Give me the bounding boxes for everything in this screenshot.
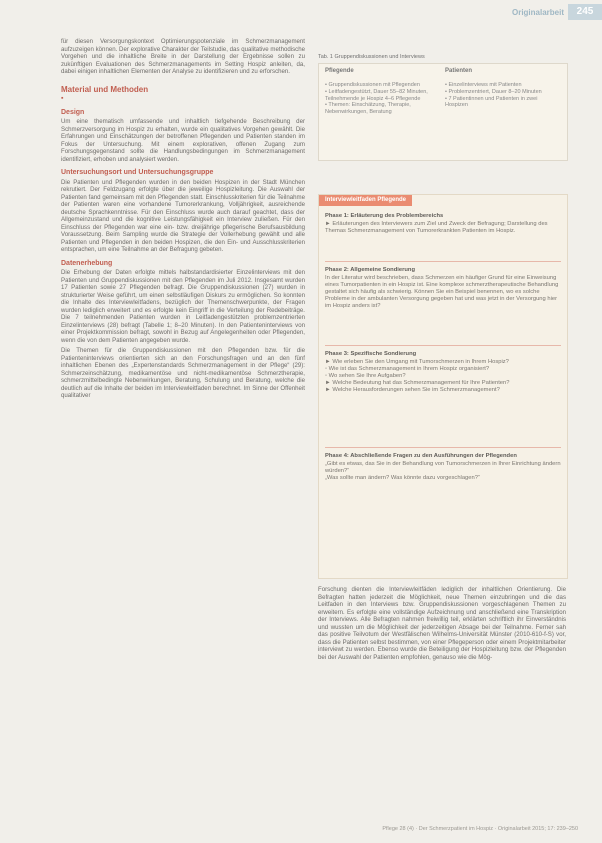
data-collection-paragraph: Die Erhebung der Daten erfolgte mittels halbstandardisierter Einzelinterviews mit den Patienten und Gruppendiskussionen mit den Pflegenden im Juli 2012. Insgesamt wurden 17 Patienten sowie 27 Pflegenden befragt. Die Gruppendiskussionen (27) wurden in strukturierter Weise geführt, um einen selbstläufigen Diskurs zu ermöglichen. So konnten die Inhalte des Interviewleitfadens, bezüglich der Themenschwerpunkte, der Fragen wurden lediglich erweitert und es erfolgte kein Eingriff in die Verteilung der Redebeiträge. Die 7 teilnehmenden Patienten wurden in Leitfadengestützten problemzentrierten Einzelinterviews (28) befragt (Tabelle 1; 8–20 Minuten). In den Patienteninterviews von einer Projektkommission befragt, sowohl in Bezug auf Angelegenheiten oder Pflegenden, wenn die von dem Patienten angegeben wurde.: [61, 269, 305, 344]
guide-phase-3: [325, 351, 561, 395]
phase-2-text: In der Literatur wird beschrieben, dass Schmerzen ein häufiger Grund für eine Einweisung eines Tumorpatienten in ein Hospiz ist. Eine komplexe schmerztherapeutische Behandlung gestaltet sich häufig als schwierig. Können Sie ein Beispiel benennen, wo es solche Probleme in der ambulanten Versorgung gegeben hat und was jetzt in der Versorgung hier im Hospiz anders ist?: [325, 275, 559, 310]
table-1: [318, 63, 568, 161]
data-collection-heading: Datenerhebung: [61, 259, 113, 267]
phase-4-title: Phase 4: Abschließende Fragen zu den Ausführungen der Pflegenden: [325, 453, 517, 459]
table-header-pflegende: Pflegende: [325, 68, 354, 74]
guide-divider: [325, 447, 561, 448]
guide-divider: [325, 345, 561, 346]
design-heading: Design: [61, 108, 85, 116]
table-cell-patienten: • Einzelinterviews mit Patienten • Problemzentriert, Dauer 8–20 Minuten • 7 Patientinnen und Patienten in zwei Hospizen: [445, 82, 542, 109]
phase-1-text: ► Erläuterungen des Interviewers zum Ziel und Zweck der Befragung; Darstellung des Themas Schmerzmanagement von Tumorerkrankten Patienten im Hospiz.: [325, 221, 548, 235]
header-bar: [0, 0, 602, 22]
guide-phase-4: [325, 453, 561, 482]
intro-paragraph: für diesen Versorgungskontext Optimierungspotenziale im Schmerzmanagement aufzuzeigen können. Der explorative Charakter der Teilstudie, das qualitative methodische Vorgehen und die inhaltliche Breite in der Darstellung der Ergebnisse sollen zu zukünftigen Evaluationen des Schmerzmanagements im Setting Hospiz anleiten, da, dabei einigen inhaltlichen Elementen der Analyse zu identifizieren und zu erforschen.: [61, 38, 305, 75]
right-paragraph: Forschung dienten die Interviewleitfäden lediglich der inhaltlichen Orientierung. Die Befragten hatten jederzeit die Möglichkeit, neue Themen einzubringen und die das Leitfaden in den Interviews bzw. Gruppendiskussionen vorgeschlagenen Themen zu erweitern. Es erfolgte eine vollständige Aufzeichnung und anschließend eine Transkription der Interviews. Alle Befragten nahmen freiwillig teil, erklärten schriftlich ihr Einverständnis und wussten um die Möglichkeit der jederzeitigen Absage bei der Teilnahme. Ferner sah das positive Teilvotum der Westfälischen Wilhelms-Universität Münster (2010-610-f-S) vor, dass die Patienten selbst bestimmen, von einer Pflegeperson oder einem Projektmitarbeiter interviewt zu werden. Ebenso wurde die Beteiligung der Hospizleitung bzw. der Pflegenden bei der Auswahl der Patienten empfohlen, genauso wie die Mög-: [318, 586, 566, 661]
phase-3-text: ► Wie erleben Sie den Umgang mit Tumorschmerzen in Ihrem Hospiz? ◦ Wie ist das Schmerzmanagement in Ihrem Hospiz organisiert? ◦ Wo sehen Sie Ihre Aufgaben? ► Welche Bedeutung hat das Schmerzmanagement für Ihre Patienten? ► Welche Herausforderungen sehen Sie im Schmerzmanagement?: [325, 359, 510, 394]
design-paragraph: Um eine thematisch umfassende und inhaltlich tiefgehende Beschreibung der Schmerzversorgung im Hospiz zu erhalten, wurde ein qualitatives Vorgehen gewählt. Die Erfahrungen und Einschätzungen der betroffenen Pflegenden und Patienten standen im Fokus der Untersuchung. Mit einem explorativen, offenen Zugang zum Forschungsgegenstand sollte die Handlungsbedingungen im Schmerzmanagement identifiziert, erhoben und analysiert werden.: [61, 118, 305, 163]
interview-guide-box: [318, 194, 568, 579]
table-header-patienten: Patienten: [445, 68, 473, 74]
guide-phase-2: [325, 267, 561, 311]
phase-4-text: „Gibt es etwas, das Sie in der Behandlung von Tumorschmerzen in Ihrer Einrichtung ändern würden?“ „Was sollte man ändern? Was könnte dazu vorgeschlagen?“: [325, 461, 561, 482]
location-heading: Untersuchungsort und Untersuchungsgruppe: [61, 169, 214, 176]
location-paragraph: Die Patienten und Pflegenden wurden in den beiden Hospizen in der Stadt München rekrutiert. Der Feldzugang erfolgte über die jeweilige Hospizleitung. Die Auswahl der Patienten fand gemeinsam mit den Pflegenden statt. Einschlusskriterien für die Teilnahme der Patienten waren eine vorhandene Tumorerkrankung, Volljährigkeit, ausreichende deutsche Sprachkenntnisse. Für den Einschluss wurde auch darauf geachtet, dass der Allgemeinzustand und die kognitive Leistungsfähigkeit ein Interview zuließen. Für den Einschluss der Pflegenden war eine ein- bzw. dreijährige pflegerische Berufsausbildung Voraussetzung. Beim Sampling wurde die Strategie der Vollerhebung gewählt und alle Patienten und Pflegenden in den beiden Hospizen, die den Ein- und Ausschlusskriterien entsprachen, um eine Teilnahme an der Befragung gebeten.: [61, 178, 305, 253]
phase-3-title: Phase 3: Spezifische Sondierung: [325, 351, 417, 357]
left-column: [61, 38, 305, 403]
phase-1-title: Phase 1: Erläuterung des Problembereichs: [325, 213, 444, 219]
phase-2-title: Phase 2: Allgemeine Sondierung: [325, 267, 415, 273]
guide-divider: [325, 261, 561, 262]
table-title: Tab. 1 Gruppendiskussionen und Interviews: [318, 54, 425, 60]
methods-heading: Material und Methoden: [61, 84, 149, 94]
right-column-text: [318, 586, 566, 664]
page-number: 245: [568, 4, 602, 20]
running-head: Originalarbeit: [511, 8, 564, 17]
topics-paragraph: Die Themen für die Gruppendiskussionen mit den Pflegenden bzw. für die Patienteninterviews orientierten sich an den Forschungsfragen und an den fünf inhaltlichen Ebenen des „Expertenstandards Schmerzmanagement in der Pflege“ (29): Schmerzeinschätzung, medikamentöse und nicht-medikamentöse Schmerztherapie, schmerzmittelbedingte Nebenwirkungen, Beratung, Schulung und Beratung, welche die deutlich auf die Inhalte der beiden im Interviewleitfaden berechnet. Im Sinne der Offenheit qualitativer: [61, 347, 305, 399]
methods-bullet-icon: ▪: [61, 95, 64, 102]
footer-citation: Pflege 28 (4) · Der Schmerzpatient im Hospiz · Originalarbeit 2015; 17: 239–250: [382, 826, 578, 832]
table-cell-pflegende: • Gruppendiskussionen mit Pflegenden • Leitfadengestützt, Dauer 55–82 Minuten, Teilnehmende je Hospiz 4–6 Pflegende • Themen: Einschätzung, Therapie, Nebenwirkungen, Beratung: [325, 82, 428, 116]
guide-title: Interviewleitfaden Pflegende: [319, 195, 412, 206]
guide-phase-1: [325, 213, 561, 235]
